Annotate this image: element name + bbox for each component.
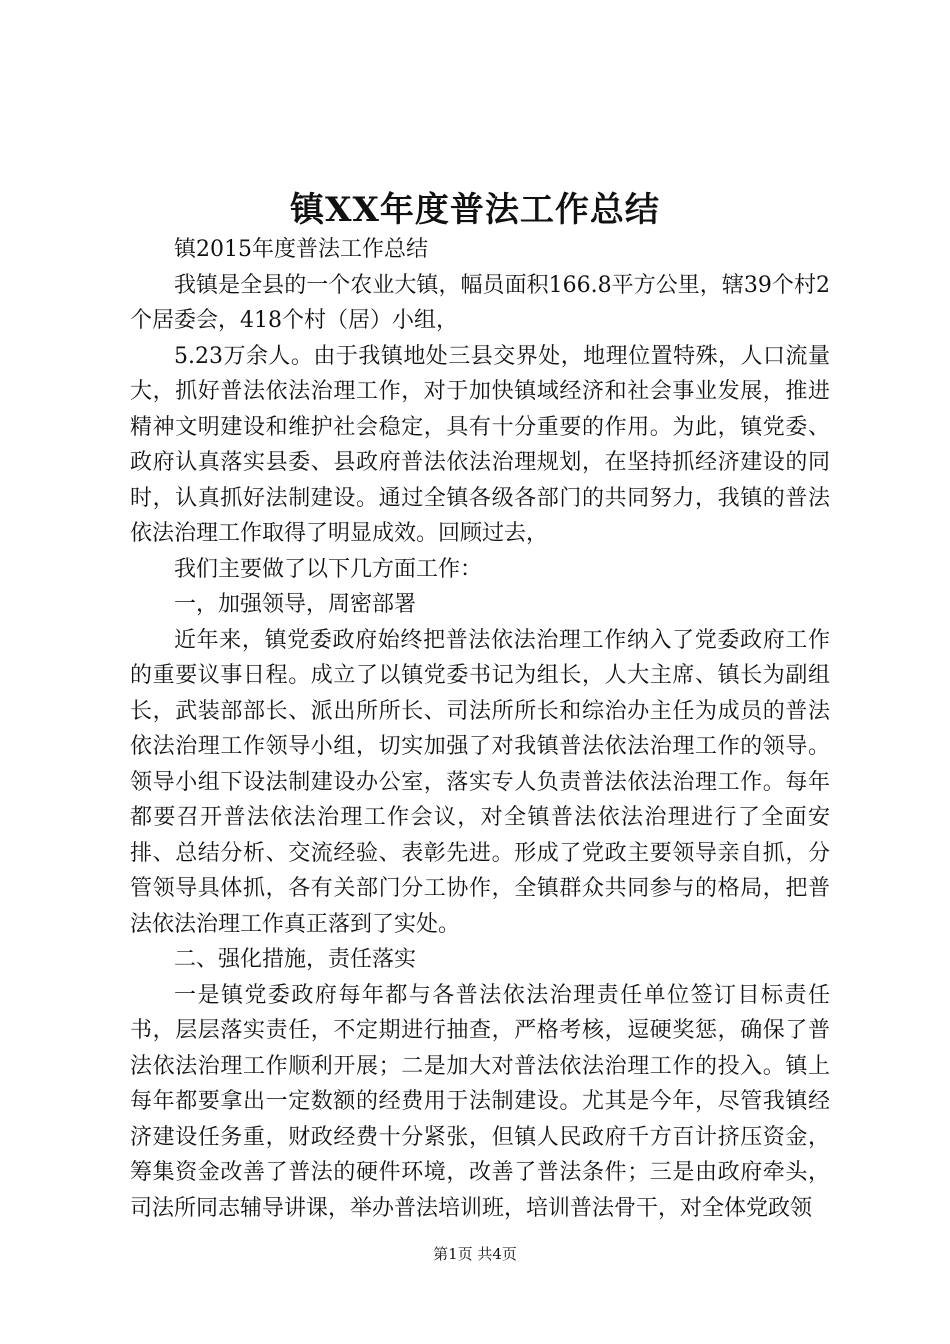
page-number-footer: 第1页 共4页 <box>433 1245 517 1263</box>
paragraph-section-2: 一是镇党委政府每年都与各普法依法治理责任单位签订目标责任书，层层落实责任，不定期进行抽查，严格考核，逗硬奖惩，确保了普法依法治理工作顺利开展；二是加大对普法依法治理工作的投入。镇上每年都要拿出一定数额的经费用于法制建设。尤其是今年，尽管我镇经济建设任务重，财政经费十分紧张，但镇人民政府千方百计挤压资金，筹集资金改善了普法的硬件环境，改善了普法条件；三是由政府牵头，司法所同志辅导讲课，举办普法培训班，培训普法骨干，对全体党政领 <box>130 982 830 1221</box>
paragraph-overview: 5.23万余人。由于我镇地处三县交界处，地理位置特殊，人口流量大，抓好普法依法治理工作，对于加快镇域经济和社会事业发展，推进精神文明建设和维护社会稳定，具有十分重要的作用。为此，镇党委、政府认真落实县委、县政府普法依法治理规划，在坚持抓经济建设的同时，认真抓好法制建设。通过全镇各级各部门的共同努力，我镇的普法依法治理工作取得了明显成效。回顾过去， <box>130 343 830 546</box>
document-body <box>130 232 830 1226</box>
paragraph-section-1: 近年来，镇党委政府始终把普法依法治理工作纳入了党委政府工作的重要议事日程。成立了以镇党委书记为组长，人大主席、镇长为副组长，武装部部长、派出所所长、司法所所长和综治办主任为成员的普法依法治理工作领导小组，切实加强了对我镇普法依法治理工作的领导。领导小组下设法制建设办公室，落实专人负责普法依法治理工作。每年都要召开普法依法治理工作会议，对全镇普法依法治理进行了全面安排、总结分析、交流经验、表彰先进。形成了党政主要领导亲自抓，分管领导具体抓，各有关部门分工协作，全镇群众共同参与的格局，把普法依法治理工作真正落到了实处。 <box>130 627 830 937</box>
section-heading-1: 一，加强领导，周密部署 <box>174 592 417 617</box>
paragraph-lead-in: 我们主要做了以下几方面工作： <box>174 556 483 582</box>
section-heading-2: 二、强化措施，责任落实 <box>174 947 417 972</box>
paragraph-intro: 我镇是全县的一个农业大镇，幅员面积166.8平方公里，辖39个村2个居委会，418个村（居）小组， <box>130 272 830 333</box>
document-title: 镇XX年度普法工作总结 <box>290 190 660 230</box>
paragraph-subtitle: 镇2015年度普法工作总结 <box>174 237 428 262</box>
